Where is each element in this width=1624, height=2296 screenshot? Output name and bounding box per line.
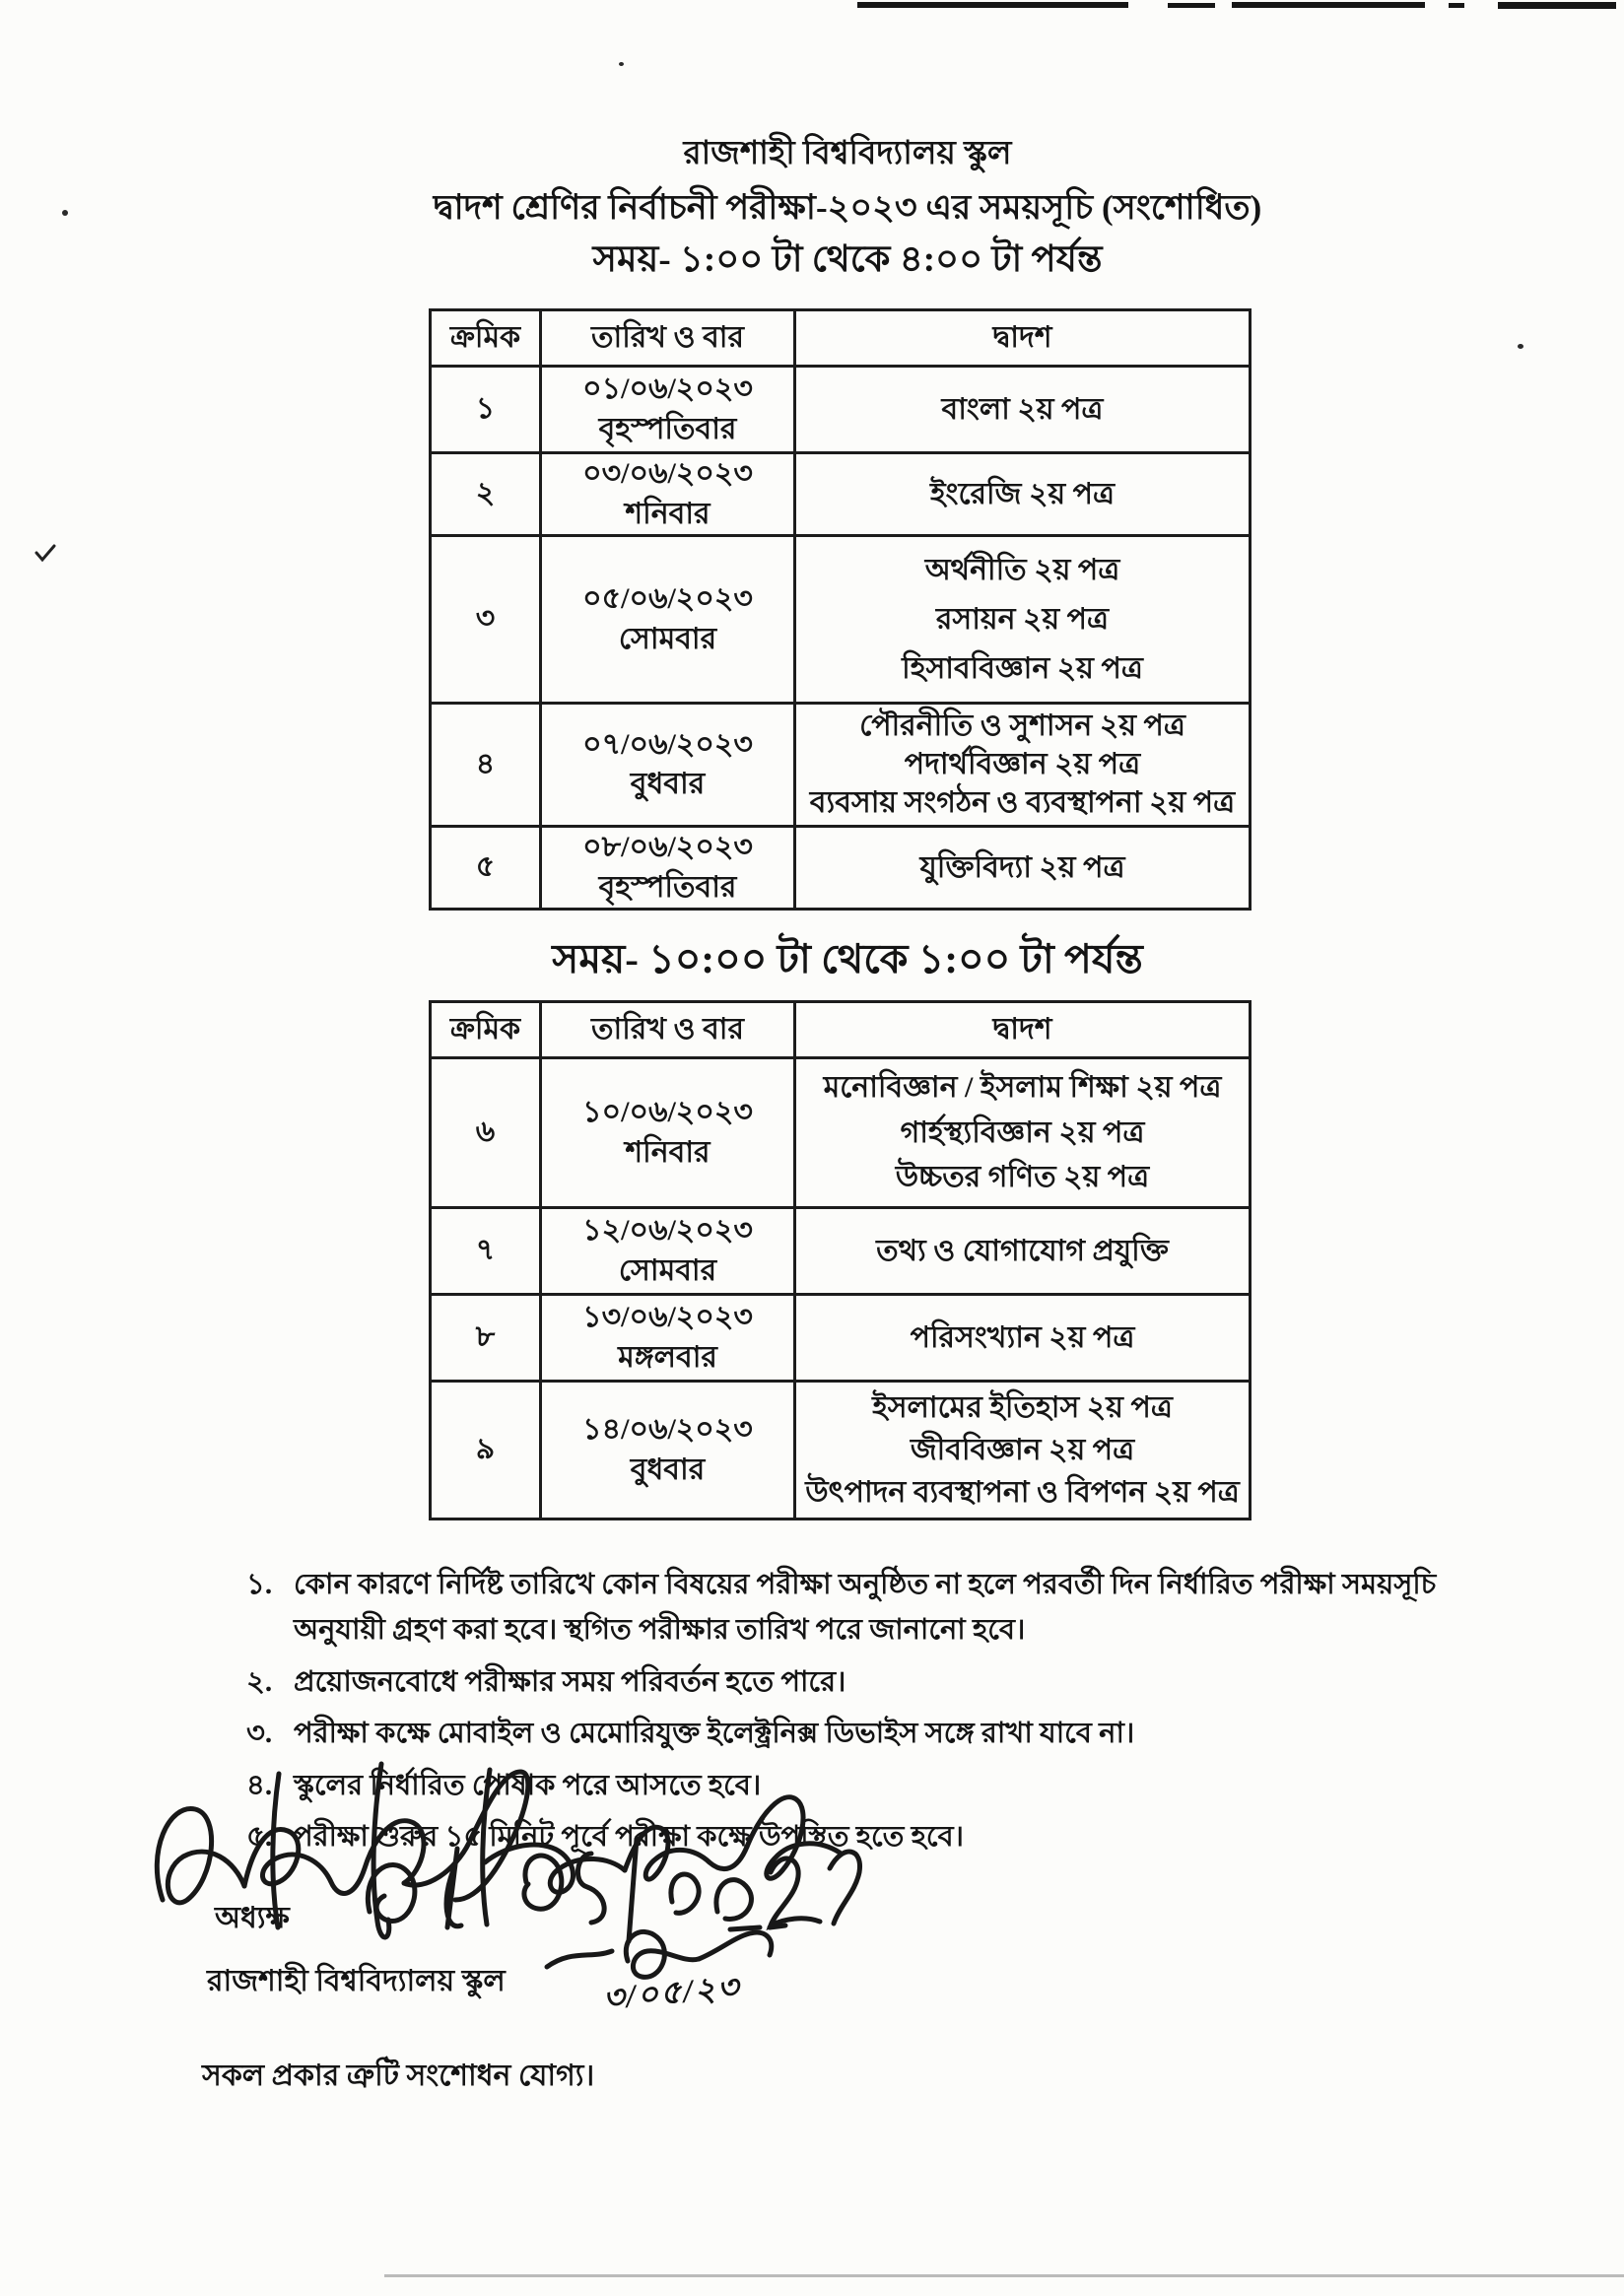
exam-day: বৃহস্পতিবার xyxy=(598,870,737,904)
list-item xyxy=(246,1711,1466,1756)
session1-time-heading: সময়- ১:০০ টা থেকে ৪:০০ টা পর্যন্ত xyxy=(592,239,1103,280)
table-row xyxy=(431,1208,1251,1295)
subject-name: ইংরেজি ২য় পত্র xyxy=(929,477,1116,510)
exam-day: মঙ্গলবার xyxy=(618,1340,717,1374)
subject-name: উচ্চতর গণিত ২য় পত্র xyxy=(895,1161,1150,1193)
subject-name: মনোবিজ্ঞান / ইসলাম শিক্ষা ২য় পত্র xyxy=(823,1071,1222,1104)
note-text: প্রয়োজনবোধে পরীক্ষার সময় পরিবর্তন হতে পারে। xyxy=(294,1665,846,1698)
table-row xyxy=(431,367,1251,453)
serial-cell: ৫ xyxy=(431,827,541,910)
subject-name: জীববিজ্ঞান ২য় পত্র xyxy=(910,1433,1135,1466)
table-header-row xyxy=(431,310,1251,367)
subject-cell xyxy=(795,827,1251,910)
date-cell xyxy=(541,704,795,827)
table-header-row xyxy=(431,1002,1251,1058)
table-row xyxy=(431,1295,1251,1382)
subject-name: তথ্য ও যোগাযোগ প্রযুক্তি xyxy=(876,1234,1169,1267)
note-number: ২. xyxy=(246,1665,273,1698)
page-title: রাজশাহী বিশ্ববিদ্যালয় স্কুল xyxy=(683,136,1012,171)
table-row xyxy=(431,827,1251,910)
note-text: পরীক্ষা কক্ষে মোবাইল ও মেমোরিযুক্ত ইলেক্ট্রনিক্স ডিভাইস সঙ্গে রাখা যাবে না। xyxy=(294,1718,1135,1750)
subject-cell xyxy=(795,1208,1251,1295)
exam-date: ০৫/০৬/২০২৩ xyxy=(582,582,753,615)
subject-cell xyxy=(795,367,1251,453)
subject-cell xyxy=(795,1058,1251,1208)
note-text: স্কুলের নির্ধারিত পোষাক পরে আসতে হবে। xyxy=(294,1769,762,1801)
note-text: কোন কারণে নির্দিষ্ট তারিখে কোন বিষয়ের পরীক্ষা অনুষ্ঠিত না হলে পরবর্তী দিন নির্ধারিত পরীক্ষা সময়সূচি অনুযায়ী গ্রহণ করা হবে। স্থগিত পরীক্ষার তারিখ পরে জানানো হবে। xyxy=(294,1569,1437,1647)
subject-name: রসায়ন ২য় পত্র xyxy=(935,602,1110,636)
note-number: ৪. xyxy=(246,1769,273,1801)
subject-name: ইসলামের ইতিহাস ২য় পত্র xyxy=(872,1390,1173,1424)
class-header: দ্বাদশ xyxy=(795,1002,1251,1058)
subject-name: অর্থনীতি ২য় পত্র xyxy=(924,553,1120,586)
date-day-header: তারিখ ও বার xyxy=(541,310,795,367)
serial-header: ক্রমিক xyxy=(431,1002,541,1058)
signatory-institution: রাজশাহী বিশ্ববিদ্যালয় স্কুল xyxy=(207,1965,506,1997)
note-number: ৫. xyxy=(246,1820,273,1853)
date-cell xyxy=(541,536,795,704)
exam-date: ১২/০৬/২০২৩ xyxy=(582,1214,753,1247)
serial-cell: ৭ xyxy=(431,1208,541,1295)
list-item xyxy=(246,1659,1466,1705)
subject-cell xyxy=(795,1382,1251,1519)
scan-speck xyxy=(619,62,624,66)
serial-cell: ৩ xyxy=(431,536,541,704)
subject-cell xyxy=(795,536,1251,704)
class-header: দ্বাদশ xyxy=(795,310,1251,367)
table-row xyxy=(431,453,1251,536)
exam-date: ০৩/০৬/২০২৩ xyxy=(582,457,753,490)
list-item xyxy=(246,1763,1466,1808)
exam-day: সোমবার xyxy=(618,1253,717,1287)
scan-speck xyxy=(62,210,68,216)
exam-date: ০৭/০৬/২০২৩ xyxy=(582,727,753,761)
serial-header: ক্রমিক xyxy=(431,310,541,367)
document-header xyxy=(71,134,1624,283)
serial-cell: ১ xyxy=(431,367,541,453)
correction-note: সকল প্রকার ত্রুটি সংশোধন যোগ্য। xyxy=(202,2060,595,2092)
table-row xyxy=(431,1058,1251,1208)
subject-name: গার্হস্থ্যবিজ্ঞান ২য় পত্র xyxy=(900,1115,1145,1149)
note-text: পরীক্ষা শুরুর ১৫ মিনিট পূর্বে পরীক্ষা কক্ষে উপস্থিত হতে হবে। xyxy=(294,1820,965,1853)
exam-date: ১৩/০৬/২০২৩ xyxy=(582,1301,753,1333)
list-item xyxy=(246,1562,1466,1654)
exam-date: ০১/০৬/২০২৩ xyxy=(582,372,753,405)
exam-date: ০৮/০৬/২০২৩ xyxy=(582,831,753,863)
instructions-list xyxy=(246,1562,1466,1865)
exam-day: শনিবার xyxy=(625,497,710,530)
exam-table-afternoon xyxy=(429,308,1252,911)
subject-name: যুক্তিবিদ্যা ২য় পত্র xyxy=(919,850,1125,884)
table-row xyxy=(431,536,1251,704)
subject-name: ব্যবসায় সংগঠন ও ব্যবস্থাপনা ২য় পত্র xyxy=(809,786,1236,820)
exam-date: ১০/০৬/২০২৩ xyxy=(582,1096,753,1128)
serial-cell: ৪ xyxy=(431,704,541,827)
date-cell xyxy=(541,1058,795,1208)
exam-day: শনিবার xyxy=(625,1135,710,1169)
handwritten-date: ৩/০৫/২৩ xyxy=(601,1969,742,2018)
serial-cell: ২ xyxy=(431,453,541,536)
subject-name: বাংলা ২য় পত্র xyxy=(941,392,1104,426)
exam-day: বৃহস্পতিবার xyxy=(598,412,737,445)
subject-name: হিসাববিজ্ঞান ২য় পত্র xyxy=(902,651,1143,685)
exam-day: বুধবার xyxy=(630,1452,706,1486)
table-row xyxy=(431,704,1251,827)
signatory-designation: অধ্যক্ষ xyxy=(215,1902,290,1934)
note-number: ৩. xyxy=(246,1718,273,1750)
subject-name: পরিসংখ্যান ২য় পত্র xyxy=(910,1320,1135,1354)
serial-cell: ৯ xyxy=(431,1382,541,1519)
date-cell xyxy=(541,1382,795,1519)
scan-artifact-bottom-line xyxy=(384,2274,1624,2277)
subject-name: পদার্থবিজ্ঞান ২য় পত্র xyxy=(904,748,1141,780)
date-cell xyxy=(541,1295,795,1382)
subject-name: পৌরনীতি ও সুশাসন ২য় পত্র xyxy=(859,709,1185,742)
exam-table-morning xyxy=(429,1000,1252,1520)
date-cell xyxy=(541,453,795,536)
date-cell xyxy=(541,367,795,453)
serial-cell: ৮ xyxy=(431,1295,541,1382)
exam-day: বুধবার xyxy=(630,768,706,800)
note-number: ১. xyxy=(246,1569,273,1600)
list-item xyxy=(246,1814,1466,1859)
scan-checkmark xyxy=(34,542,57,564)
table-row xyxy=(431,1382,1251,1519)
exam-day: সোমবার xyxy=(618,622,717,655)
session2-time-heading: সময়- ১০:০০ টা থেকে ১:০০ টা পর্যন্ত xyxy=(552,936,1143,981)
page-subtitle: দ্বাদশ শ্রেণির নির্বাচনী পরীক্ষা-২০২৩ এর সময়সূচি (সংশোধিত) xyxy=(433,188,1262,228)
date-cell xyxy=(541,827,795,910)
exam-date: ১৪/০৬/২০২৩ xyxy=(582,1413,753,1446)
date-day-header: তারিখ ও বার xyxy=(541,1002,795,1058)
date-cell xyxy=(541,1208,795,1295)
subject-cell xyxy=(795,1295,1251,1382)
scan-speck xyxy=(1518,344,1523,349)
subject-name: উৎপাদন ব্যবস্থাপনা ও বিপণন ২য় পত্র xyxy=(805,1475,1240,1509)
serial-cell: ৬ xyxy=(431,1058,541,1208)
subject-cell xyxy=(795,453,1251,536)
subject-cell xyxy=(795,704,1251,827)
